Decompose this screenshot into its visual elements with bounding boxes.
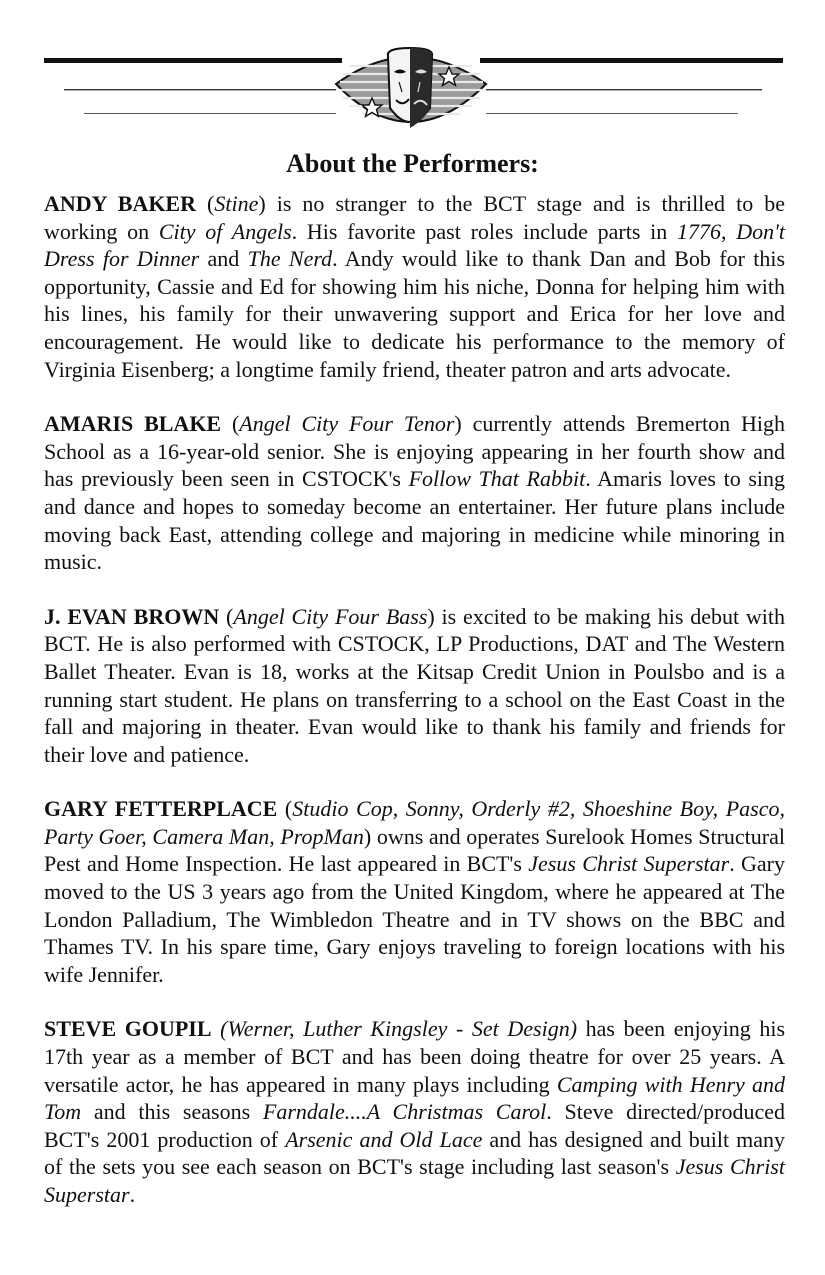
italic-text: Stine [214,191,259,216]
bio-text: has been enjoying his 17th year as a member of BCT and has been doing theatre for over 25 years. A versatile actor, he has appeared in many plays including [44,1016,786,1097]
italic-text: City of Angels [158,218,292,244]
bio-text: ) is no stranger to the BCT stage and is thrilled to be working on [44,191,785,244]
italic-text: Jesus Christ Superstar [44,1154,785,1207]
italic-text: (Werner, Luther Kingsley - Set Design) [220,1016,578,1042]
performer-name: GARY FETTERPLACE [44,796,278,822]
italic-text: Angel City Four Tenor [239,411,455,437]
italic-text: Arsenic and Old Lace [285,1126,483,1152]
performer-name: ANDY BAKER [44,191,196,216]
performer-bio [44,1015,785,1208]
italic-text: Studio Cop, Sonny, Orderly #2, Shoeshine Boy, Pasco, Party Goer, Camera Man, PropMan [44,796,785,849]
theater-masks-emblem-icon [336,48,486,128]
italic-text: Don't Dress for Dinner [44,218,786,272]
left-rules [44,58,342,114]
italic-text: Follow That Rabbit [408,466,586,492]
italic-text: Jesus Christ Superstar [528,851,730,877]
performer-name: AMARIS BLAKE [44,411,222,437]
bio-text: and this seasons [81,1099,263,1125]
performer-bios [44,190,785,1209]
page-title: About the Performers: [286,149,539,178]
bio-text: and has designed and built many of the sets you see each season on BCT's stage including last season's [44,1126,785,1180]
italic-text: 1776 [677,218,722,244]
bio-text: ) owns and operates Surelook Homes Structural Pest and Home Inspection. He last appeared in BCT's [44,823,785,877]
header-ornament [0,0,825,150]
bio-text: . Steve directed/produced BCT's 2001 production of [44,1099,785,1152]
italic-text: The Nerd [247,246,333,272]
bio-text: . Amaris loves to sing and dance and hopes to someday become an entertainer. Her future plans include moving back East, attending college and majoring in medicine while minoring in music. [44,466,785,575]
bio-text: . [129,1182,136,1207]
bio-text: ( [219,603,234,629]
bio-text: ) is excited to be making his debut with BCT. He is also performed with CSTOCK, LP Productions, DAT and The Western Ballet Theater. Evan is 18, works at the Kitsap Credit Union in Poulsbo and is a running start student. He plans on transferring to a school on the East Coast in the fall and majoring in theater. Evan would like to thank his family and friends for their love and patience. [44,603,786,767]
bio-text: ( [221,411,240,437]
performer-bio [44,410,785,576]
performer-bio [44,603,785,769]
bio-text: . Gary moved to the US 3 years ago from the United Kingdom, where he appeared at The London Palladium, The Wimbledon Theatre and in TV shows on the BBC and Thames TV. In his spare time, Gary enjoys traveling to foreign locations with his wife Jennifer. [44,851,785,987]
bio-text: . His favorite past roles include parts in [291,218,678,244]
italic-text: Farndale....A Christmas Carol [262,1099,547,1125]
performer-name: STEVE GOUPIL [44,1016,212,1042]
bio-text: ( [196,191,215,216]
right-rules [480,58,783,114]
italic-text: Camping with Henry and Tom [44,1071,785,1125]
performer-bio [44,795,785,988]
bio-text: ) currently attends Bremerton High School as a 16-year-old senior. She is enjoying appearing in her fourth show and has previously been seen in CSTOCK's [44,411,785,492]
bio-text: . Andy would like to thank Dan and Bob for this opportunity, Cassie and Ed for showing him his niche, Donna for helping him with his lines, his family for their unwavering support and Erica for her love and encouragement. He would like to dedicate his performance to the memory of Virginia Eisenberg; a longtime family friend, theater patron and arts advocate. [44,246,786,382]
bio-text: ( [277,796,293,822]
performer-name: J. EVAN BROWN [44,603,220,629]
bio-text: , [721,218,737,244]
performer-bio [44,190,785,383]
bio-text: and [199,246,248,272]
italic-text: Angel City Four Bass [233,603,428,629]
bio-text [212,1016,221,1041]
